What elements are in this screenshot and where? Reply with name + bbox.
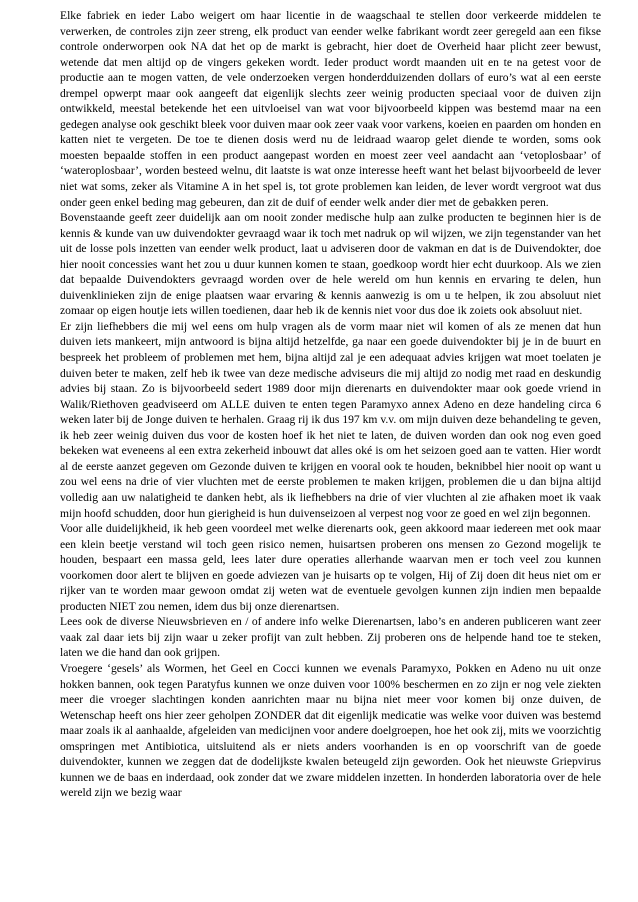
paragraph-licentie: Elke fabriek en ieder Labo weigert om haar licentie in de waagschaal te stellen door verkeerde middelen te verwerken, de controles zijn zeer streng, elk product van eender welke fabrikant wordt zeer geregeld aan een fikse controle onderworpen ook NA dat het op de markt is gebracht, hier doet de Overheid haar plicht zeer bewust, wetende dat men altijd op de vingers gekeken wordt. Ieder product wordt maanden uit en te na getest voor de productie aan te mogen vatten, de vele onderzoeken vergen honderdduizenden dollars of euro’s wat al een eerste drempel opwerpt maar ook aangeeft dat eigenlijk slechts zeer weinig producten speciaal voor de duiven zijn ontwikkeld, meestal betekende het een uitvloeisel van wat voor bijvoorbeeld kippen was bestemd maar na een gedegen analyse ook geschikt bleek voor duiven maar ook zeer vaak voor varkens, koeien en paarden om honden en katten niet te vergeten. De toe te dienen dosis werd nu de leidraad waarop gelet diende te worden, soms ook moesten bepaalde stoffen in een product aangepast worden en moest zeer veel aandacht aan ‘vetoplosbaar’ of ‘wateroplosbaar’, worden besteed welnu, dit laatste is wat onze interesse heeft want het belast bijvoorbeeld de lever niet wat soms, zeker als Vitamine A in het spel is, tot grote problemen kan leiden, de lever wordt vergroot wat dus onder geen enkel beding mag gebeuren, dan zit de duif of eender welk ander dier met de gebakken peren. [60,9,601,209]
article-body [60,8,601,801]
paragraph-nieuwsbrieven: Lees ook de diverse Nieuwsbrieven en / of andere info welke Dierenartsen, labo’s en anderen publiceren want zeer vaak zal daar iets bij zijn waar u zeker profijt van zult hebben. Zij proberen ons de helpende hand toe te steken, laten we die hand dan ook grijpen. [60,615,601,660]
paragraph-gesels: Vroegere ‘gesels’ als Wormen, het Geel en Cocci kunnen we evenals Paramyxo, Pokken en Adeno nu uit onze hokken bannen, ook tegen Paratyfus kunnen we onze duiven voor 100% beschermen en zo zijn er nog vele ziekten meer die vroeger slachtingen konden aanrichten maar nu bijna niet meer voor komen bij onze duiven, de Wetenschap heeft ons hier zeer geholpen ZONDER dat dit eigenlijk medicatie was welke voor duiven was bestemd maar zoals ik al aanhaalde, afgeleiden van medicijnen voor andere doelgroepen, hoe het ook zij, mits we voorzichtig omspringen met Antibiotica, uitsluitend als er niets anders voorhanden is en op voorschrift van de goede duivendokter, kunnen we zeggen dat de dodelijkste kwalen beteugeld zijn geworden. Ook het nieuwste Griepvirus kunnen we de baas en inderdaad, ook zonder dat we zware middelen inzetten. In honderden laboratoria over de hele wereld zijn we bezig waar [60,661,601,800]
paragraph-duivendokter: Er zijn liefhebbers die mij wel eens om hulp vragen als de vorm maar niet wil komen of als ze menen dat hun duiven iets mankeert, mijn antwoord is bijna altijd hetzelfde, ga naar een goede duivendokter bij je in de buurt en bespreek het probleem of problemen met hem, bijna altijd zal je een adequaat advies krijgen wat moet toelaten je duiven beter te maken, zelf heb ik twee van deze medische adviseurs die mij altijd zo nodig met raad en deskundig advies bij staan. Zo is bijvoorbeeld sedert 1989 door mijn dierenarts en duivendokter maar ook goede vriend in Walik/Riethoven geadviseerd om ALLE duiven te enten tegen Paramyxo annex Adeno en deze handeling circa 6 weken later bij de Jonge duiven te herhalen. Graag rij ik dus 197 km v.v. om mijn duiven deze behandeling te geven, ik heb zeer weinig duiven dus voor de kosten hoef ik het niet te laten, de duiven worden dan ook nog even goed bekeken wat eveneens al een extra zekerheid inbouwt dat alles oké is om het seizoen goed aan te vatten. Hier wordt al de eerste aanzet gegeven om Gezonde duiven te krijgen en vooral ook te houden, beknibbel hier nooit op want u zou wel eens na drie of vier vluchten met de eerste problemen te maken krijgen, problemen die u dan bijna altijd volledig aan uw nalatigheid te danken hebt, als ik liefhebbers na drie of vier vluchten al zie afhaken moet ik vaak mijn hoofd schudden, door hun gierigheid is hun duivenseizoen al verpest nog voor ze goed en wel zijn begonnen. [60,319,601,520]
paragraph-duidelijkheid: Voor alle duidelijkheid, ik heb geen voordeel met welke dierenarts ook, geen akkoord maar iedereen met ook maar een klein beetje verstand wil toch geen risico nemen, huisartsen proberen ons mensen zo Gezond mogelijk te houden, bespaart een massa geld, lees later dure operaties allerhande waarvan men er toch veel zou kunnen voorkomen door alert te blijven en goede adviezen van je huisarts op te volgen, Hij of Zij doen dit heus niet om er rijker van te worden maar gewoon omdat zij weten wat de eventuele gevolgen kunnen zijn indien men bepaalde producten NIET zou nemen, idem dus bij onze dierenartsen. [60,522,601,613]
paragraph-medische-hulp: Bovenstaande geeft zeer duidelijk aan om nooit zonder medische hulp aan zulke producten te beginnen hier is de kennis & kunde van uw duivendokter gevraagd waar ik toch met nadruk op wil wijzen, we zijn tegenstander van het uit de losse pols inzetten van eender welk product, laat u adviseren door de vakman en dat is de Duivendokter, doe hier nooit concessies want het zou u duur kunnen komen te staan, goedkoop wordt hier echt duurkoop. Als we zien dat bepaalde Duivendokters gevraagd worden over de hele wereld om hun kennis en ervaring te delen, hun duivenklinieken zijn de enige plaatsen waar ervaring & kennis aanwezig is om u te helpen, ik zou absoluut niet zomaar op eigen houtje iets willen toedienen, daar heb ik de kennis niet voor dus doe ik zoiets ook absoluut niet. [60,211,601,318]
